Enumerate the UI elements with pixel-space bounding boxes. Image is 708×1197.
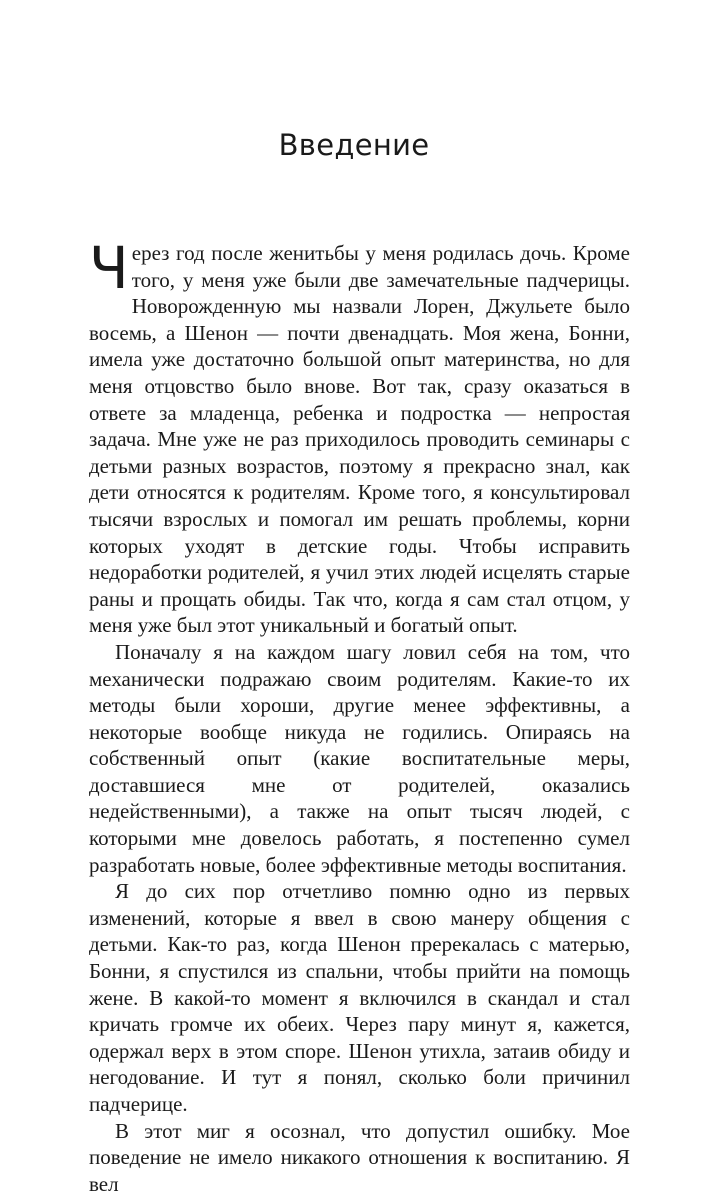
chapter-title: Введение (278, 128, 430, 162)
paragraph-2: Поначалу я на каждом шагу ловил себя на том, что механически подражаю своим родителям. Какие-то их методы были хороши, другие менее эффективны, а некоторые вообще никуда не годились. Опираясь на собственный опыт (какие воспитательные меры, доставшиеся мне от родителей, оказались недейственными), а также на опыт тысяч людей, с которыми мне довелось работать, я постепенно сумел разработать новые, более эффективные методы воспитания. (89, 639, 630, 877)
paragraph-3: Я до сих пор отчетливо помню одно из первых изменений, которые я ввел в свою манеру общения с детьми. Как-то раз, когда Шенон пререкалась с матерью, Бонни, я спустился из спальни, чтобы прийти на помощь жене. В какой-то момент я включился в скандал и стал кричать громче их обеих. Через пару минут я, кажется, одержал верх в этом споре. Шенон утихла, затаив обиду и негодование. И тут я понял, сколько боли причинил падчерице. (89, 879, 630, 1116)
paragraph-1-text: ерез год после женитьбы у меня родилась дочь. Кроме того, у меня уже были две замечательные падчерицы. Новорожденную мы назвали Лорен, Джульете было восемь, а Шенон — почти двенадцать. Моя жена, Бонни, имела уже достаточно большой опыт материнства, но для меня отцовство было вновe. Вот так, сразу оказаться в ответе за младенца, ребенка и подростка — непростая задача. Мне уже не раз приходилось проводить семинары с детьми разных возрастов, поэтому я прекрасно знал, как дети относятся к родителям. Кроме того, я консультировал тысячи взрослых и помогал им решать проблемы, корни которых уходят в детские годы. Чтобы исправить недоработки родителей, я учил этих людей исцелять старые раны и прощать обиды. Так что, когда я сам стал отцом, у меня уже был этот уникальный и богатый опыт. (89, 241, 630, 638)
paragraph-1 (89, 234, 630, 639)
paragraph-4: В этот миг я осознал, что допустил ошибку. Мое поведение не имело никакого отношения к воспитанию. Я вел (89, 1118, 630, 1196)
chapter-body (89, 234, 630, 1197)
drop-cap: Ч (89, 234, 129, 302)
